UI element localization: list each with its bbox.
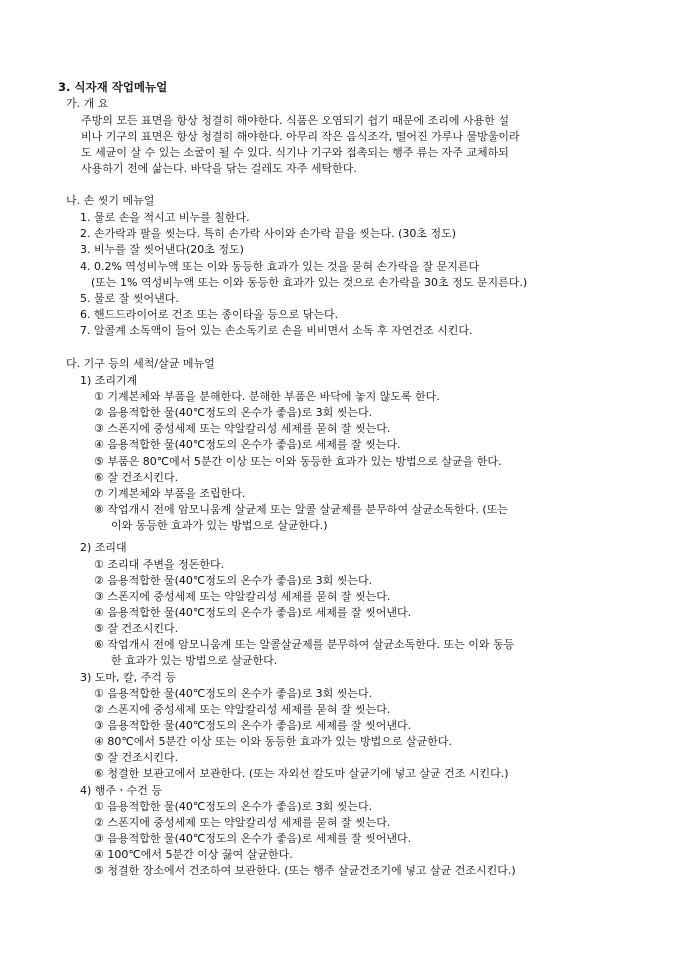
overview-line: 도 세균이 살 수 있는 소굴이 될 수 있다. 식기나 기구와 접촉되는 행주 류는 자주 교체하되 [81,146,509,159]
group-title-cutting-board: 3) 도마, 칼, 주걱 등 [80,671,177,684]
procedure-step: ⑦ 기계본체와 부품을 조립한다. [94,487,246,500]
sanitize-heading: 다. 기구 등의 세척/살균 메뉴얼 [66,357,215,370]
procedure-step: ⑥ 청결한 보관고에서 보관한다. (또는 자외선 칼도마 살균기에 넣고 살균 건조 시킨다.) [94,767,509,780]
procedure-step: ② 스폰지에 중성세제 또는 약알칼리성 세제를 묻혀 잘 씻는다. [94,816,391,829]
procedure-step: ① 음용적합한 물(40℃정도의 온수가 좋음)로 3회 씻는다. [94,687,373,700]
handwash-step-note: (또는 1% 역성비누액 또는 이와 동등한 효과가 있는 것으로 손가락을 30초 정도 문지른다.) [91,276,528,289]
procedure-step-continued: 한 효과가 있는 방법으로 살균한다. [111,654,278,667]
handwash-heading: 나. 손 씻기 메뉴얼 [66,194,155,207]
handwash-step: 2. 손가락과 팔을 씻는다. 특히 손가락 사이와 손가락 끝을 씻는다. (30초 정도) [80,227,457,240]
handwash-step: 6. 핸드드라이어로 건조 또는 종이타올 등으로 닦는다. [80,308,339,321]
handwash-step: 1. 물로 손을 적시고 비누를 칠한다. [80,211,250,224]
group-title-counter: 2) 조리대 [80,541,127,554]
handwash-step: 3. 비누를 잘 씻어낸다(20초 정도) [80,243,244,256]
procedure-step: ⑤ 청결한 장소에서 건조하여 보관한다. (또는 행주 살균건조기에 넣고 살균 건조시킨다.) [94,864,516,877]
procedure-step: ② 음용적합한 물(40℃정도의 온수가 좋음)로 3회 씻는다. [94,574,373,587]
procedure-step: ⑧ 작업개시 전에 암모니움계 살균제 또는 알콜 살균제를 분무하여 살균소독한다. (또는 [94,503,508,516]
group-title-towel: 4) 행주ㆍ수건 등 [80,784,163,797]
procedure-step: ③ 스폰지에 중성세제 또는 약알칼리성 세제를 묻혀 잘 씻는다. [94,422,391,435]
overview-heading: 가. 개 요 [66,97,109,110]
overview-line: 주방의 모든 표면을 항상 청결히 해야한다. 식품은 오염되기 쉽기 때문에 조리에 사용한 설 [81,114,509,127]
procedure-step: ② 음용적합한 물(40℃정도의 온수가 좋음)로 3회 씻는다. [94,406,373,419]
procedure-step: ⑥ 잘 건조시킨다. [94,471,179,484]
procedure-step-continued: 이와 동등한 효과가 있는 방법으로 살균한다.) [111,519,328,532]
procedure-step: ④ 음용적합한 물(40℃정도의 온수가 좋음)로 세제를 잘 씻는다. [94,438,401,451]
overview-line: 사용하기 전에 삶는다. 바닥을 닦는 걸레도 자주 세탁한다. [81,162,357,175]
handwash-step: 4. 0.2% 역성비누액 또는 이와 동등한 효과가 있는 것을 묻혀 손가락을 잘 문지른다 [80,260,480,273]
procedure-step: ① 조리대 주변을 정돈한다. [94,558,225,571]
procedure-step: ⑤ 잘 건조시킨다. [94,751,179,764]
procedure-step: ① 기계본체와 부품을 분해한다. 분해한 부품은 바닥에 놓지 않도록 한다. [94,390,440,403]
procedure-step: ④ 음용적합한 물(40℃정도의 온수가 좋음)로 세제를 잘 씻어낸다. [94,606,412,619]
handwash-step: 7. 알콜계 소독액이 들어 있는 손소독기로 손을 비비면서 소독 후 자연건조 시킨다. [80,324,473,337]
procedure-step: ④ 80℃에서 5분간 이상 또는 이와 동등한 효과가 있는 방법으로 살균한다. [94,735,452,748]
procedure-step: ① 음용적합한 물(40℃정도의 온수가 좋음)로 3회 씻는다. [94,800,373,813]
procedure-step: ② 스폰지에 중성세제 또는 약알칼리성 세제를 묻혀 잘 씻는다. [94,703,391,716]
procedure-step: ③ 스폰지에 중성세제 또는 약알칼리성 세제를 묻혀 잘 씻는다. [94,590,391,603]
group-title-cooking-machine: 1) 조리기계 [80,374,138,387]
procedure-step: ③ 음용적합한 물(40℃정도의 온수가 좋음)로 세제를 잘 씻어낸다. [94,719,412,732]
handwash-step: 5. 물로 잘 씻어낸다. [80,292,179,305]
procedure-step: ⑤ 부품은 80℃에서 5분간 이상 또는 이와 동등한 효과가 있는 방법으로 살균을 한다. [94,455,502,468]
procedure-step: ⑤ 잘 건조시킨다. [94,622,179,635]
section-title: 3. 식자재 작업메뉴얼 [58,80,168,94]
overview-line: 비나 기구의 표면은 항상 청결히 해야한다. 아무리 작은 음식조각, 떨어진 가루나 물방울이라 [81,130,520,143]
procedure-step: ③ 음용적합한 물(40℃정도의 온수가 좋음)로 세제를 잘 씻어낸다. [94,832,412,845]
procedure-step: ⑥ 작업개시 전에 암모니움계 또는 알콜살균제를 분무하여 살균소독한다. 또는 이와 동등 [94,638,515,651]
procedure-step: ④ 100℃에서 5분간 이상 끓여 살균한다. [94,848,293,861]
